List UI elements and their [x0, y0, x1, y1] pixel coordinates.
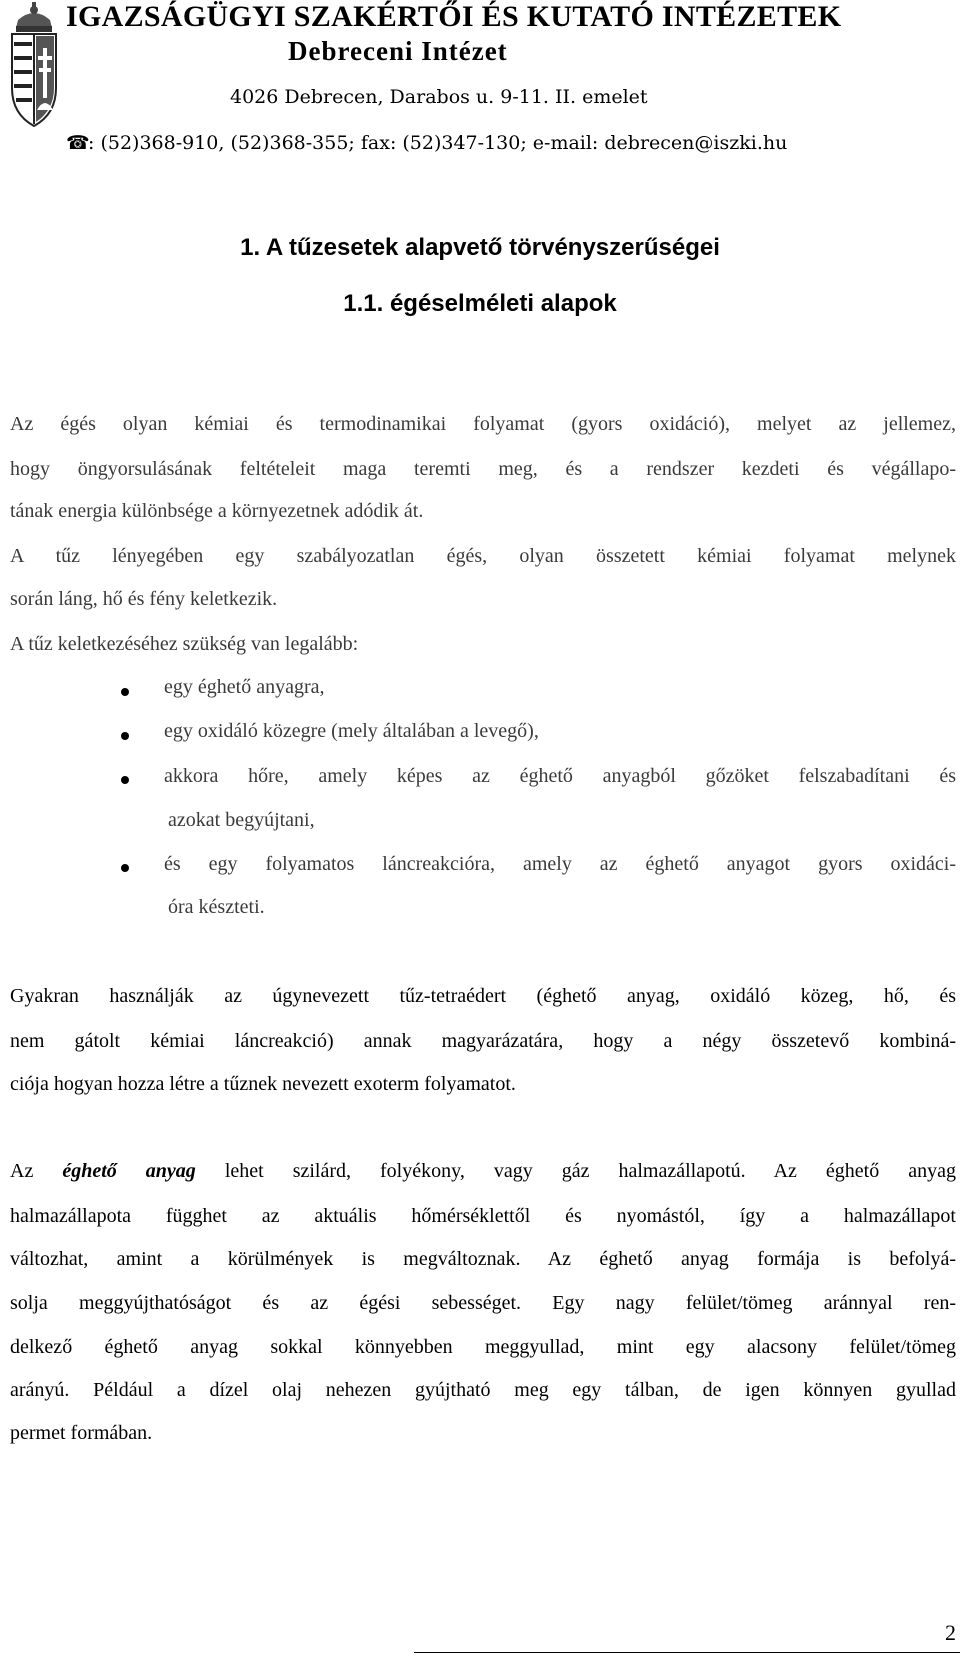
address: 4026 Debrecen, Darabos u. 9-11. II. emelet: [230, 86, 648, 108]
para1-line3: tának energia különbsége a környezetnek adódik át.: [10, 500, 424, 522]
list-item-cont: azokat begyújtani,: [168, 809, 315, 831]
para5-line6: arányú. Például a dízel olaj nehezen gyújtható meg egy tálban, de igen könnyen gyullad: [10, 1379, 956, 1401]
para5-line4: solja meggyújthatóságot és az égési sebességet. Egy nagy felület/tömeg aránnyal ren-: [10, 1292, 956, 1314]
para5-line2: halmazállapota függhet az aktuális hőmérséklettől és nyomástól, így a halmazállapot: [10, 1205, 956, 1227]
para1-line1: Az égés olyan kémiai és termodinamikai folyamat (gyors oxidáció), melyet az jellemez,: [10, 413, 956, 435]
para4-line3: ciója hogyan hozza létre a tűznek nevezett exoterm folyamatot.: [10, 1073, 516, 1095]
para4-line2: nem gátolt kémiai láncreakció) annak magyarázatára, hogy a négy összetevő kombiná-: [10, 1030, 956, 1052]
bullet-icon: [121, 864, 129, 872]
list-item: akkora hőre, amely képes az éghető anyagból gőzöket felszabadítani és: [164, 765, 956, 787]
list-item: egy oxidáló közegre (mely általában a levegő),: [164, 720, 539, 742]
page-number: 2: [945, 1620, 956, 1645]
para2-line1: A tűz lényegében egy szabályozatlan égés, olyan összetett kémiai folyamat melynek: [10, 545, 956, 567]
footer-divider: [414, 1652, 960, 1653]
branch-name: Debreceni Intézet: [288, 36, 508, 66]
para5-line3: változhat, amint a körülmények is megváltoznak. Az éghető anyag formája is befolyá-: [10, 1248, 956, 1270]
coat-of-arms-icon: [6, 2, 62, 128]
bullet-icon: [121, 732, 129, 740]
para3-intro: A tűz keletkezéséhez szükség van legalább:: [10, 633, 359, 655]
institute-name: IGAZSÁGÜGYI SZAKÉRTŐI ÉS KUTATÓ INTÉZETEK: [66, 0, 842, 33]
list-item: egy éghető anyagra,: [164, 676, 325, 698]
emphasis-term: éghető anyag: [62, 1160, 196, 1182]
list-item-cont: óra készteti.: [168, 896, 265, 918]
section-heading: 1. A tűzesetek alapvető törvényszerűségei: [240, 234, 720, 261]
bullet-icon: [121, 688, 129, 696]
list-item: és egy folyamatos láncreakcióra, amely az éghető anyagot gyors oxidáci-: [164, 853, 956, 875]
bullet-icon: [121, 776, 129, 784]
para5-line5: delkező éghető anyag sokkal könnyebben meggyullad, mint egy alacsony felület/tömeg: [10, 1336, 956, 1358]
para4-line1: Gyakran használják az úgynevezett tűz-tetraédert (éghető anyag, oxidáló közeg, hő, és: [10, 985, 956, 1007]
text-span: Az: [10, 1160, 63, 1182]
telephone-icon: ☎: [66, 132, 90, 154]
para5-line1: [10, 1160, 956, 1183]
contact-info: [66, 132, 787, 154]
subsection-heading: 1.1. égéselméleti alapok: [343, 290, 617, 317]
para1-line2: hogy öngyorsulásának feltételeit maga teremti meg, és a rendszer kezdeti és végállapo-: [10, 458, 956, 480]
para5-line7: permet formában.: [10, 1422, 153, 1444]
contact-text: : (52)368-910, (52)368-355; fax: (52)347-130; e-mail: debrecen@iszki.hu: [88, 132, 788, 154]
para2-line2: során láng, hő és fény keletkezik.: [10, 588, 278, 610]
text-span: lehet szilárd, folyékony, vagy gáz halmazállapotú. Az éghető anyag: [195, 1160, 956, 1182]
